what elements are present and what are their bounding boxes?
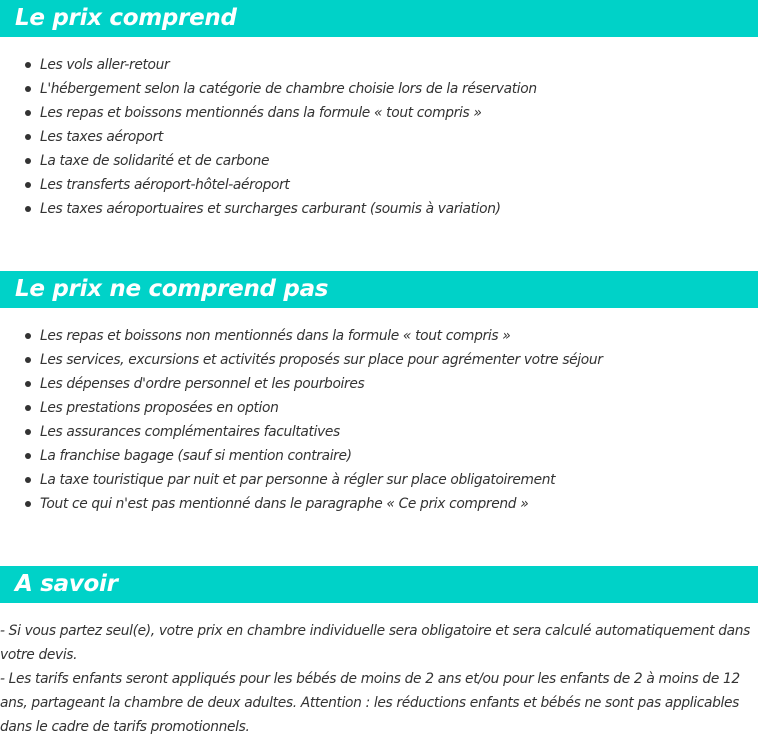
list-item [0, 125, 537, 149]
section-title-not-included: Le prix ne comprend pas [15, 276, 329, 302]
bullet-icon [25, 62, 31, 68]
bullet-icon [25, 134, 31, 140]
bullet-icon [25, 206, 31, 212]
section-title-good-to-know: A savoir [15, 571, 118, 597]
list-item [0, 149, 537, 173]
list-item-text: Les prestations proposées en option [40, 400, 279, 416]
bullet-icon [25, 333, 31, 339]
list-item-text: Les repas et boissons non mentionnés dans la formule « tout compris » [40, 328, 511, 344]
list-item-text: Les services, excursions et activités proposés sur place pour agrémenter votre séjour [40, 352, 603, 368]
list-item-text: Tout ce qui n'est pas mentionné dans le paragraphe « Ce prix comprend » [40, 496, 529, 512]
bullet-icon [25, 405, 31, 411]
list-item-text: Les taxes aéroportuaires et surcharges carburant (soumis à variation) [40, 201, 501, 217]
list-item-text: Les dépenses d'ordre personnel et les pourboires [40, 376, 365, 392]
list-item-text: La taxe touristique par nuit et par personne à régler sur place obligatoirement [40, 472, 556, 488]
section-header-included [0, 0, 758, 37]
list-item [0, 348, 603, 372]
list-item [0, 372, 603, 396]
included-list [0, 53, 537, 221]
list-item [0, 492, 603, 516]
bullet-icon [25, 501, 31, 507]
list-item [0, 420, 603, 444]
list-item [0, 197, 537, 221]
list-item [0, 77, 537, 101]
good-to-know-text [0, 619, 758, 739]
list-item [0, 396, 603, 420]
list-item [0, 324, 603, 348]
list-item-text: Les repas et boissons mentionnés dans la formule « tout compris » [40, 105, 482, 121]
list-item-text: Les vols aller-retour [40, 57, 170, 73]
list-item-text: Les transferts aéroport-hôtel-aéroport [40, 177, 290, 193]
paragraph: - Si vous partez seul(e), votre prix en chambre individuelle sera obligatoire et sera calculé automatiquement dans votre devis. [0, 623, 750, 663]
bullet-icon [25, 357, 31, 363]
not-included-list [0, 324, 603, 516]
list-item-text: La taxe de solidarité et de carbone [40, 153, 270, 169]
list-item [0, 468, 603, 492]
bullet-icon [25, 158, 31, 164]
list-item [0, 53, 537, 77]
bullet-icon [25, 86, 31, 92]
list-item [0, 101, 537, 125]
list-item-text: Les assurances complémentaires facultatives [40, 424, 340, 440]
bullet-icon [25, 182, 31, 188]
bullet-icon [25, 381, 31, 387]
section-header-good-to-know [0, 566, 758, 603]
bullet-icon [25, 477, 31, 483]
bullet-icon [25, 110, 31, 116]
list-item-text: L'hébergement selon la catégorie de chambre choisie lors de la réservation [40, 81, 537, 97]
bullet-icon [25, 429, 31, 435]
bullet-icon [25, 453, 31, 459]
list-item [0, 444, 603, 468]
paragraph: - Les tarifs enfants seront appliqués pour les bébés de moins de 2 ans et/ou pour les enfants de 2 à moins de 12 ans, partageant la chambre de deux adultes. Attention : les réductions enfants et bébés ne sont pas applicables dans le cadre de tarifs promotionnels. [0, 671, 740, 735]
section-header-not-included [0, 271, 758, 308]
list-item-text: La franchise bagage (sauf si mention contraire) [40, 448, 352, 464]
list-item-text: Les taxes aéroport [40, 129, 163, 145]
list-item [0, 173, 537, 197]
section-title-included: Le prix comprend [15, 5, 237, 31]
